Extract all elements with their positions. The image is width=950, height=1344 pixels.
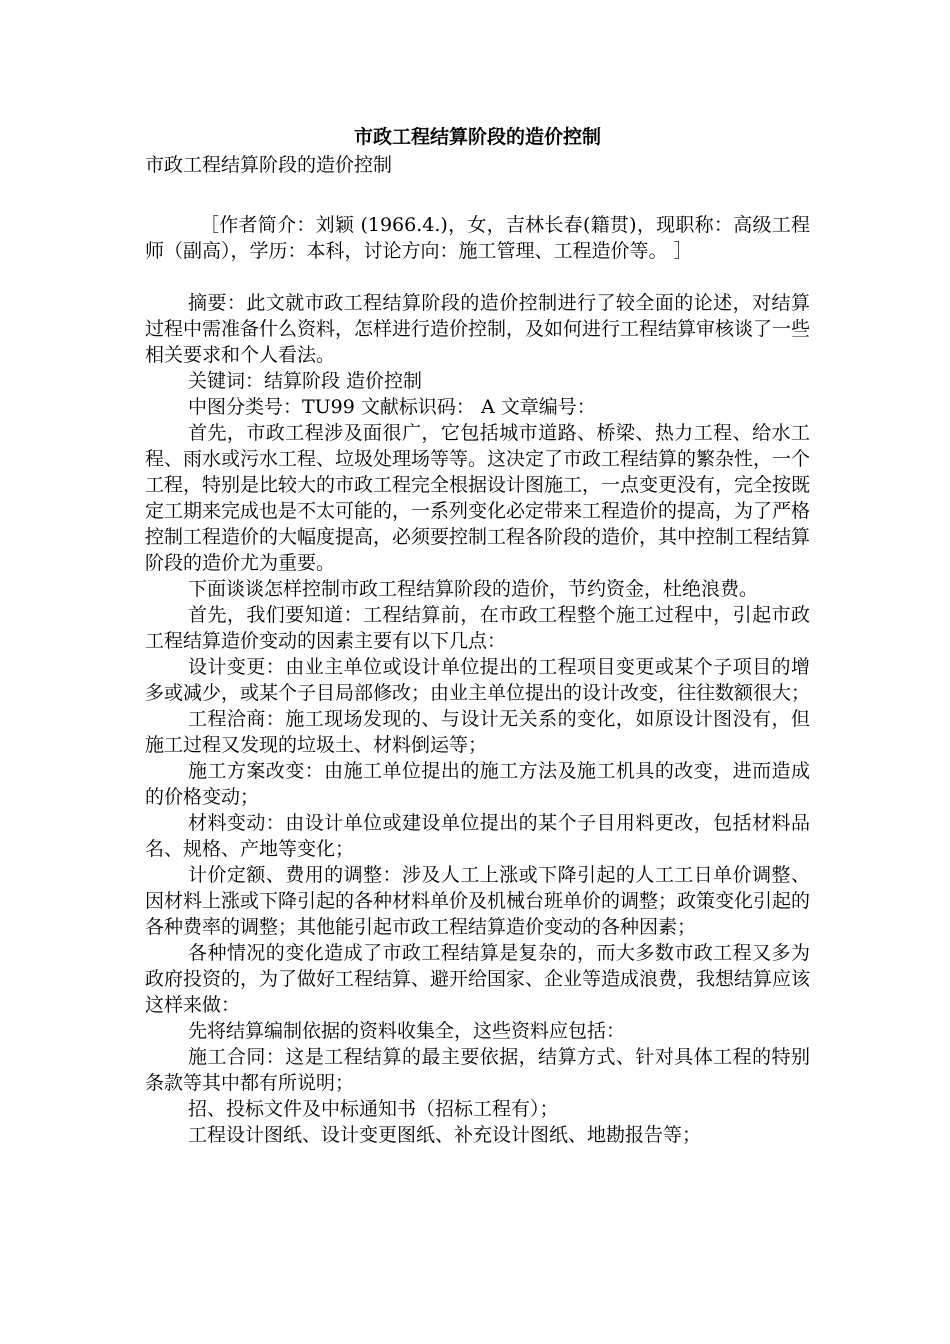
classification-paragraph: 中图分类号：TU99 文献标识码： A 文章编号： [188, 396, 596, 418]
body-paragraph: 计价定额、费用的调整：涉及人工上涨或下降引起的人工工日单价调整、因材料上涨或下降引起的各种材料单价及机械台班单价的调整；政策变化引起的各种费率的调整；其他能引起市政工程结算造价变动的各种因素； [145, 864, 811, 938]
spacer [145, 264, 810, 290]
document-subtitle: 市政工程结算阶段的造价控制 [145, 154, 393, 176]
body-paragraph: 设计变更：由业主单位或设计单位提出的工程项目变更或某个子项目的增多或减少，或某个子目局部修改；由业主单位提出的设计改变，往往数额很大； [145, 656, 811, 704]
body-paragraph: 施工方案改变：由施工单位提出的施工方法及施工机具的改变，进而造成的价格变动； [145, 760, 810, 808]
body-paragraph: 各种情况的变化造成了市政工程结算是复杂的，而大多数市政工程又多为政府投资的，为了做好工程结算、避开给国家、企业等造成浪费，我想结算应该这样来做： [145, 942, 811, 1016]
document-title: 市政工程结算阶段的造价控制 [353, 126, 601, 148]
body-paragraph: 工程洽商：施工现场发现的、与设计无关系的变化，如原设计图没有，但施工过程又发现的垃圾土、材料倒运等； [145, 708, 810, 756]
body-paragraph: 工程设计图纸、设计变更图纸、补充设计图纸、地勘报告等； [188, 1124, 702, 1146]
body-paragraph: 招、投标文件及中标通知书（招标工程有）； [188, 1098, 559, 1120]
author-note: ［作者简介：刘颖 (1966.4.)，女，吉林长春(籍贯)，现职称：高级工程师（副高），学历：本科，讨论方向：施工管理、工程造价等。 ］ [145, 214, 810, 262]
document-page [145, 122, 810, 1148]
abstract-paragraph: 摘要：此文就市政工程结算阶段的造价控制进行了较全面的论述，对结算过程中需准备什么资料，怎样进行造价控制，及如何进行工程结算审核谈了一些相关要求和个人看法。 [145, 292, 811, 366]
body-paragraph: 下面谈谈怎样控制市政工程结算阶段的造价，节约资金，杜绝浪费。 [188, 578, 759, 600]
body-paragraph: 首先，市政工程涉及面很广，它包括城市道路、桥梁、热力工程、给水工程、雨水或污水工程、垃圾处理场等等。这决定了市政工程结算的繁杂性，一个工程，特别是比较大的市政工程完全根据设计图施工，一点变更没有，完全按既定工期来完成也是不太可能的，一系列变化必定带来工程造价的提高，为了严格控制工程造价的大幅度提高，必须要控制工程各阶段的造价，其中控制工程结算阶段的造价尤为重要。 [145, 422, 811, 574]
spacer [145, 178, 810, 212]
body-paragraph: 首先，我们要知道：工程结算前，在市政工程整个施工过程中，引起市政工程结算造价变动的因素主要有以下几点： [145, 604, 810, 652]
body-paragraph: 材料变动：由设计单位或建设单位提出的某个子目用料更改，包括材料品名、规格、产地等变化； [145, 812, 810, 860]
keywords-paragraph: 关键词：结算阶段 造价控制 [188, 370, 423, 392]
body-paragraph: 施工合同：这是工程结算的最主要依据，结算方式、针对具体工程的特别条款等其中都有所说明； [145, 1046, 810, 1094]
body-paragraph: 先将结算编制依据的资料收集全，这些资料应包括： [188, 1020, 626, 1042]
